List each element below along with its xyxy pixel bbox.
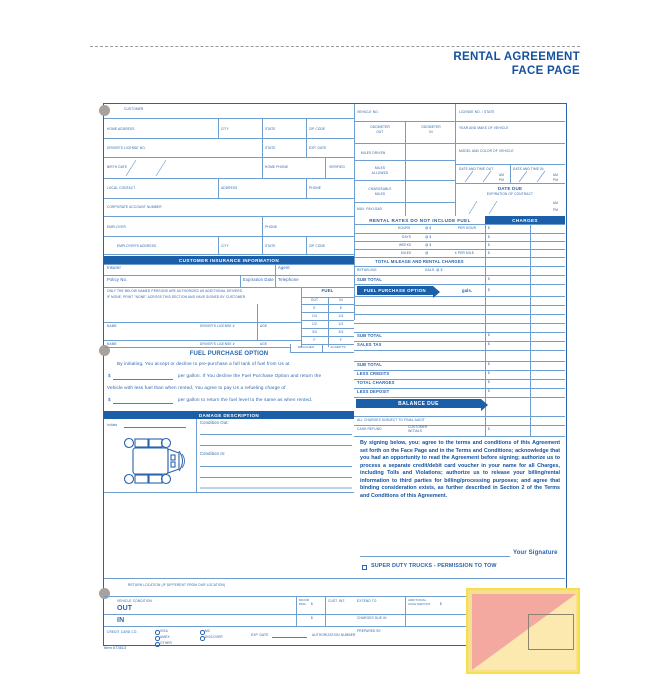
charge-row-amount: $ bbox=[488, 235, 490, 239]
field-label-date-time-out: DATE AND TIME OUT bbox=[459, 167, 494, 171]
rule bbox=[306, 138, 307, 157]
rule bbox=[354, 143, 565, 144]
perforation-line bbox=[90, 46, 580, 47]
rule bbox=[104, 178, 354, 179]
field-label-vehicle-no: VEHICLE NO. bbox=[357, 110, 379, 114]
rule bbox=[354, 341, 565, 342]
punch-hole bbox=[99, 588, 110, 599]
pm-label-out: PM bbox=[499, 178, 505, 182]
rule bbox=[104, 264, 354, 265]
rule bbox=[354, 202, 455, 203]
field-label-emp-state: STATE bbox=[265, 244, 276, 248]
field-label-dl-state: STATE bbox=[265, 146, 276, 150]
fuel-option-line-3: Vehicle with less fuel than when rented, You agree to pay Us a refueling charge of bbox=[107, 385, 286, 390]
less-credits-label: LESS CREDITS bbox=[357, 371, 390, 376]
sub-total-1-label: SUB TOTAL bbox=[357, 277, 382, 282]
rule bbox=[104, 138, 354, 139]
rule bbox=[354, 305, 565, 306]
agreement-paragraph: By signing below, you: agree to the terms and conditions of this Agreement set forth on the Face Page and in the Terms and Conditions; acknowledge that you had an opportunity to read the Agreement before signing; authorize us to process a separate credit/debit card voucher in your name for all Charges, including Tolls and Violations; authorize us to release your billing/rental information to third parties for billing/processing purposes; and agree that binding consideration exists, as further described in Section 2 of the Terms and Conditions of this Agreement. bbox=[360, 440, 560, 500]
pm-label-due: PM bbox=[553, 208, 559, 212]
rule bbox=[296, 596, 297, 626]
field-label-odometer-in: ODOMETER bbox=[421, 125, 441, 129]
rule bbox=[354, 104, 355, 320]
fuel-level-in: F bbox=[339, 338, 343, 342]
rule bbox=[104, 118, 354, 119]
cust-int-label: CUST. INT. bbox=[328, 599, 346, 603]
your-signature-label: Your Signature bbox=[513, 550, 558, 556]
field-label-lc-address: ADDRESS bbox=[221, 186, 238, 190]
rule bbox=[325, 596, 326, 626]
rule bbox=[354, 224, 565, 225]
charge-row-label: WEEKS bbox=[399, 243, 412, 247]
refueling-gals-label: GALS. @ $ bbox=[425, 268, 443, 272]
less-deposit-amount: $ bbox=[488, 389, 490, 393]
vehicle-condition-label: VEHICLE CONDITION bbox=[117, 599, 152, 603]
field-label-drivers-license: DRIVER'S LICENSE NO. bbox=[107, 146, 146, 150]
am-label-out: AM bbox=[499, 173, 505, 177]
total-charges-amount: $ bbox=[488, 380, 490, 384]
declines-label: DECLINES bbox=[297, 345, 315, 349]
rule bbox=[354, 284, 565, 285]
rule bbox=[354, 314, 565, 315]
rule bbox=[354, 257, 565, 258]
field-label-model-color: MODEL AND COLOR OF VEHICLE bbox=[459, 149, 514, 153]
rule bbox=[196, 419, 197, 492]
fuel-level-out: E bbox=[313, 306, 316, 310]
additional-cash-deposit-label-1: ADDITIONAL bbox=[408, 598, 427, 602]
additional-driver-age-label: AGE bbox=[260, 324, 268, 328]
fuel-gauge-title: FUEL bbox=[321, 288, 334, 293]
vehicle-diagram bbox=[118, 432, 193, 492]
minor-dmg-amount: $ bbox=[311, 602, 313, 606]
field-label-dl-exp: EXP. DATE bbox=[309, 146, 327, 150]
field-label-home-address: HOME ADDRESS bbox=[107, 127, 135, 131]
extend-to-label: EXTEND TO bbox=[357, 599, 377, 603]
sales-tax-label: SALES TAX bbox=[357, 342, 382, 347]
rule bbox=[530, 224, 531, 436]
rule bbox=[104, 236, 354, 237]
field-label-employer: EMPLOYER bbox=[107, 225, 126, 229]
fuel-level-in: 3/4 bbox=[338, 330, 344, 334]
field-label-emp-city: CITY bbox=[221, 244, 229, 248]
field-label-license-no-state: LICENSE NO. / STATE bbox=[459, 110, 495, 114]
sub-total-3-label: SUB TOTAL bbox=[357, 362, 382, 367]
rule bbox=[104, 340, 301, 341]
policy-no-label: Policy No. bbox=[107, 277, 128, 282]
fuel-purchase-option-bar: FUEL PURCHASE OPTION bbox=[357, 286, 433, 295]
rule bbox=[354, 397, 565, 398]
rule bbox=[257, 304, 258, 340]
radio-discover[interactable] bbox=[200, 636, 205, 641]
fuel-level-out: 1/2 bbox=[312, 322, 317, 326]
field-label-date-due: DATE DUE bbox=[497, 186, 523, 191]
field-label-year-make: YEAR AND MAKE OF VEHICLE bbox=[459, 126, 509, 130]
field-label-local-contact: LOCAL CONTACT bbox=[107, 186, 136, 190]
field-label-emp-zip: ZIP CODE bbox=[309, 244, 326, 248]
rule bbox=[306, 236, 307, 254]
rule bbox=[104, 216, 354, 217]
charge-row-right: ¢ PER MILE bbox=[455, 251, 475, 255]
field-label-chargeable-miles: CHARGEABLE bbox=[368, 187, 392, 191]
fuel-in-label: IN bbox=[339, 298, 343, 302]
rule bbox=[262, 236, 263, 254]
date-slashes bbox=[104, 158, 224, 178]
rule bbox=[262, 138, 263, 157]
additional-driver-dl-label-2: DRIVER'S LICENSE # bbox=[200, 342, 235, 346]
rule bbox=[354, 249, 565, 250]
field-label-state: STATE bbox=[265, 127, 276, 131]
rule bbox=[240, 275, 241, 287]
fuel-out-label: OUT bbox=[310, 298, 319, 302]
insurer-label: Insurer bbox=[107, 265, 122, 270]
rule bbox=[354, 323, 565, 324]
rule bbox=[104, 287, 354, 288]
sub-total-3-amount: $ bbox=[488, 362, 490, 366]
rule bbox=[104, 492, 354, 493]
cash-refund-label: CASH REFUND bbox=[357, 427, 382, 431]
rule bbox=[218, 118, 219, 138]
rule bbox=[275, 264, 276, 275]
title-line-2: FACE PAGE bbox=[511, 65, 580, 78]
field-label-miles-driven: MILES DRIVEN bbox=[361, 151, 386, 155]
all-charges-note: ALL CHARGES SUBJECT TO FINAL AUDIT bbox=[357, 418, 425, 422]
radio-other[interactable] bbox=[155, 642, 160, 647]
radio-visa[interactable] bbox=[155, 630, 160, 635]
fuel-option-line-2: per gallon. If You decline the Fuel Purchase Option and return the bbox=[178, 373, 322, 378]
prepared-by-label: PREPARED BY bbox=[357, 629, 382, 633]
charge-row-mid: @ $ bbox=[425, 243, 432, 247]
charge-row-label: DAYS bbox=[402, 235, 412, 239]
rule bbox=[354, 233, 565, 234]
rule bbox=[104, 614, 354, 615]
super-duty-checkbox[interactable] bbox=[362, 565, 367, 570]
rule bbox=[262, 216, 263, 236]
title-line-1: RENTAL AGREEMENT bbox=[453, 51, 580, 63]
rule bbox=[405, 596, 406, 626]
rule bbox=[354, 361, 565, 362]
field-label-customer: CUSTOMER bbox=[124, 107, 144, 111]
rule bbox=[354, 241, 565, 242]
rule bbox=[354, 121, 565, 122]
additional-cash-deposit-label-2: CASH DEPOSIT bbox=[408, 602, 431, 606]
less-deposit-label: LESS DEPOSIT bbox=[357, 389, 390, 394]
fpo-amount: $ bbox=[488, 288, 490, 292]
radio-mc[interactable] bbox=[200, 630, 205, 635]
sub-total-2-amount: $ bbox=[488, 333, 490, 337]
rule bbox=[275, 275, 276, 287]
expiration-date-label: Expiration Date bbox=[243, 277, 274, 282]
field-label-chargeable-miles-2: MILES bbox=[374, 192, 386, 196]
field-label-employers-address: EMPLOYER'S ADDRESS bbox=[117, 244, 157, 248]
rule bbox=[262, 118, 263, 138]
fuel-option-dollar-2: $ bbox=[108, 397, 111, 402]
condition-in-line[interactable] bbox=[200, 477, 352, 478]
am-label-due: AM bbox=[553, 201, 559, 205]
condition-in-line[interactable] bbox=[200, 487, 352, 489]
rule bbox=[354, 332, 565, 333]
rule bbox=[104, 254, 354, 255]
field-label-lc-phone: PHONE bbox=[309, 186, 322, 190]
rule bbox=[354, 180, 455, 181]
field-label-expiration-contract: EXPIRATION OF CONTRACT bbox=[486, 192, 534, 196]
fuel-level-in: E bbox=[339, 306, 343, 310]
fuel-price-blank-2[interactable] bbox=[113, 398, 173, 404]
vehicle-condition-out: OUT bbox=[117, 605, 133, 612]
fpo-gals-label: gals. bbox=[462, 288, 473, 293]
additional-cash-deposit-amount: $ bbox=[440, 602, 442, 606]
date-slashes-vehicle bbox=[455, 168, 565, 218]
rule bbox=[218, 178, 219, 198]
rule bbox=[218, 236, 219, 254]
rule bbox=[325, 157, 326, 178]
charge-row-amount: $ bbox=[488, 251, 490, 255]
fuel-option-line-4: per gallon to return the fuel level to the same as when rented. bbox=[178, 397, 313, 402]
fuel-option-line-1: By initialing, You accept or decline to pre-purchase a full tank of fuel from Us at bbox=[117, 361, 290, 366]
field-label-odometer-in-2: IN bbox=[429, 130, 433, 134]
field-label-max-payload: MAX. PAYLOAD bbox=[357, 207, 383, 211]
refueling-label: REFUELING bbox=[357, 268, 377, 272]
sub-total-2-label: SUB TOTAL bbox=[357, 333, 382, 338]
damage-header: DAMAGE DESCRIPTION bbox=[104, 411, 354, 419]
field-label-corporate-account: CORPORATE ACCOUNT NUMBER bbox=[107, 205, 162, 209]
additional-driver-name-label-2: NAME bbox=[107, 342, 117, 346]
insurance-header: CUSTOMER INSURANCE INFORMATION bbox=[104, 256, 354, 264]
am-label-in: AM bbox=[553, 173, 559, 177]
drivers-notice-line-2: IF NONE, PRINT "NONE" ACROSS THIS SECTION AND HAVE SIGNED BY CUSTOMER. bbox=[107, 295, 247, 299]
item-number: Item #73613 bbox=[104, 645, 127, 650]
card-label-visa: VISA bbox=[160, 629, 168, 633]
charge-row-amount: $ bbox=[488, 243, 490, 247]
return-location-label: RETURN LOCATION (IF DIFFERENT FROM OUR LOCATION) bbox=[128, 583, 226, 587]
super-duty-label: SUPER DUTY TRUCKS - PERMISSION TO TOW bbox=[371, 563, 497, 569]
page-title bbox=[453, 50, 580, 79]
fuel-option-dollar-1: $ bbox=[108, 373, 111, 378]
sub-total-1-amount: $ bbox=[488, 277, 490, 281]
field-label-city: CITY bbox=[221, 127, 229, 131]
field-label-odometer-out-2: OUT bbox=[376, 130, 384, 134]
field-label-home-phone: HOME PHONE bbox=[265, 165, 289, 169]
field-label-date-time-in: DATE AND TIME IN bbox=[513, 167, 544, 171]
condition-out-line[interactable] bbox=[200, 434, 352, 435]
rule bbox=[104, 347, 290, 348]
fuel-option-header: FUEL PURCHASE OPTION bbox=[189, 351, 269, 357]
condition-in-label: Condition In: bbox=[200, 451, 226, 456]
minor-dmg-label-2: DMG bbox=[299, 602, 306, 606]
telephone-label: Telephone bbox=[278, 277, 299, 282]
accepts-label: ACCEPTS bbox=[330, 345, 346, 349]
card-label-discover: DISCOVER bbox=[205, 635, 223, 639]
charges-due-in-label: CHARGES DUE IN bbox=[357, 616, 387, 620]
carbon-copy-inner-box bbox=[528, 614, 574, 650]
field-label-zip: ZIP CODE bbox=[309, 127, 326, 131]
rule bbox=[306, 178, 307, 198]
total-charges-label: TOTAL CHARGES bbox=[357, 380, 395, 385]
rule bbox=[354, 275, 565, 276]
card-label-mc: MC bbox=[205, 629, 211, 633]
cash-refund-amount: $ bbox=[488, 427, 490, 431]
additional-driver-name-label: NAME bbox=[107, 324, 117, 328]
fuel-price-blank-1[interactable] bbox=[113, 374, 173, 380]
initials-label: Initials bbox=[107, 423, 118, 427]
rule bbox=[354, 350, 565, 351]
rule bbox=[104, 578, 354, 579]
additional-driver-dl-label: DRIVER'S LICENSE # bbox=[200, 324, 235, 328]
charge-row-mid: @ $ bbox=[425, 235, 432, 239]
charge-row-mid: @ bbox=[425, 251, 429, 255]
pm-label-in: PM bbox=[553, 178, 559, 182]
sales-tax-amount: $ bbox=[488, 342, 490, 346]
card-label-amex: AMEX bbox=[160, 635, 170, 639]
signature-line[interactable] bbox=[360, 556, 510, 557]
balance-due-bar: BALANCE DUE bbox=[356, 399, 481, 408]
rule bbox=[104, 275, 354, 276]
agent-label: Agent bbox=[278, 265, 290, 270]
fuel-level-out: F bbox=[313, 338, 316, 342]
rule bbox=[354, 436, 565, 437]
initials-blank[interactable] bbox=[124, 422, 186, 428]
customer-initials-label: CUSTOMER bbox=[408, 425, 428, 429]
charge-row-mid: @ $ bbox=[425, 226, 432, 230]
condition-out-line[interactable] bbox=[200, 445, 352, 446]
card-label-other: OTHER bbox=[160, 641, 172, 645]
rates-header: RENTAL RATES DO NOT INCLUDE FUEL bbox=[355, 216, 485, 224]
rule bbox=[354, 160, 455, 161]
additional-driver-age-label-2: AGE bbox=[260, 342, 268, 346]
punch-hole bbox=[99, 105, 110, 116]
rule bbox=[104, 322, 301, 323]
rule bbox=[104, 198, 354, 199]
fuel-level-out: 1/4 bbox=[312, 314, 317, 318]
fuel-level-in: 1/2 bbox=[338, 322, 344, 326]
vehicle-condition-in: IN bbox=[117, 617, 125, 624]
rule bbox=[306, 118, 307, 138]
drivers-notice-line-1: ONLY THE BELOW NAMED PERSONS ARE AUTHORIZED AS ADDITIONAL DRIVERS. bbox=[107, 289, 244, 293]
rule bbox=[354, 296, 565, 297]
rule bbox=[354, 425, 565, 426]
field-label-miles-allowed-2: ALLOWED bbox=[371, 171, 389, 175]
condition-out-label: Condition Out: bbox=[200, 420, 229, 425]
less-credits-amount: $ bbox=[488, 371, 490, 375]
charge-row-label: HOURS bbox=[398, 226, 411, 230]
fuel-level-in: 1/4 bbox=[338, 314, 344, 318]
radio-amex[interactable] bbox=[155, 636, 160, 641]
charge-row-right: PER HOUR bbox=[458, 226, 477, 230]
minor-dmg-label-1: MINOR bbox=[299, 598, 310, 602]
rule bbox=[354, 416, 565, 417]
rule bbox=[104, 626, 354, 627]
charges-header: CHARGES bbox=[485, 216, 565, 224]
field-label-employer-phone: PHONE bbox=[265, 225, 278, 229]
charge-row-label: MILES bbox=[401, 251, 412, 255]
card-exp-date-label: EXP. DATE bbox=[251, 633, 269, 637]
rule bbox=[354, 266, 565, 267]
customer-initials-label-2: INITIALS bbox=[408, 429, 423, 433]
condition-in-line[interactable] bbox=[200, 466, 352, 467]
total-mileage-label: TOTAL MILEAGE AND RENTAL CHARGES bbox=[375, 259, 464, 264]
field-label-miles-allowed: MILES bbox=[374, 166, 386, 170]
card-exp-date-blank[interactable] bbox=[272, 632, 307, 638]
charge-row-amount: $ bbox=[488, 226, 490, 230]
minor-dmg-amount-in: $ bbox=[311, 616, 313, 620]
field-label-odometer-out: ODOMETER bbox=[370, 125, 390, 129]
fuel-level-out: 3/4 bbox=[312, 330, 317, 334]
field-label-verified: VERIFIED bbox=[329, 165, 345, 169]
credit-card-co-label: CREDIT CARD CO. bbox=[107, 630, 138, 634]
rule bbox=[354, 578, 565, 579]
field-label-birth-date: BIRTH DATE bbox=[107, 165, 128, 169]
rule bbox=[262, 157, 263, 178]
authorization-number-label: AUTHORIZATION NUMBER bbox=[312, 633, 356, 637]
